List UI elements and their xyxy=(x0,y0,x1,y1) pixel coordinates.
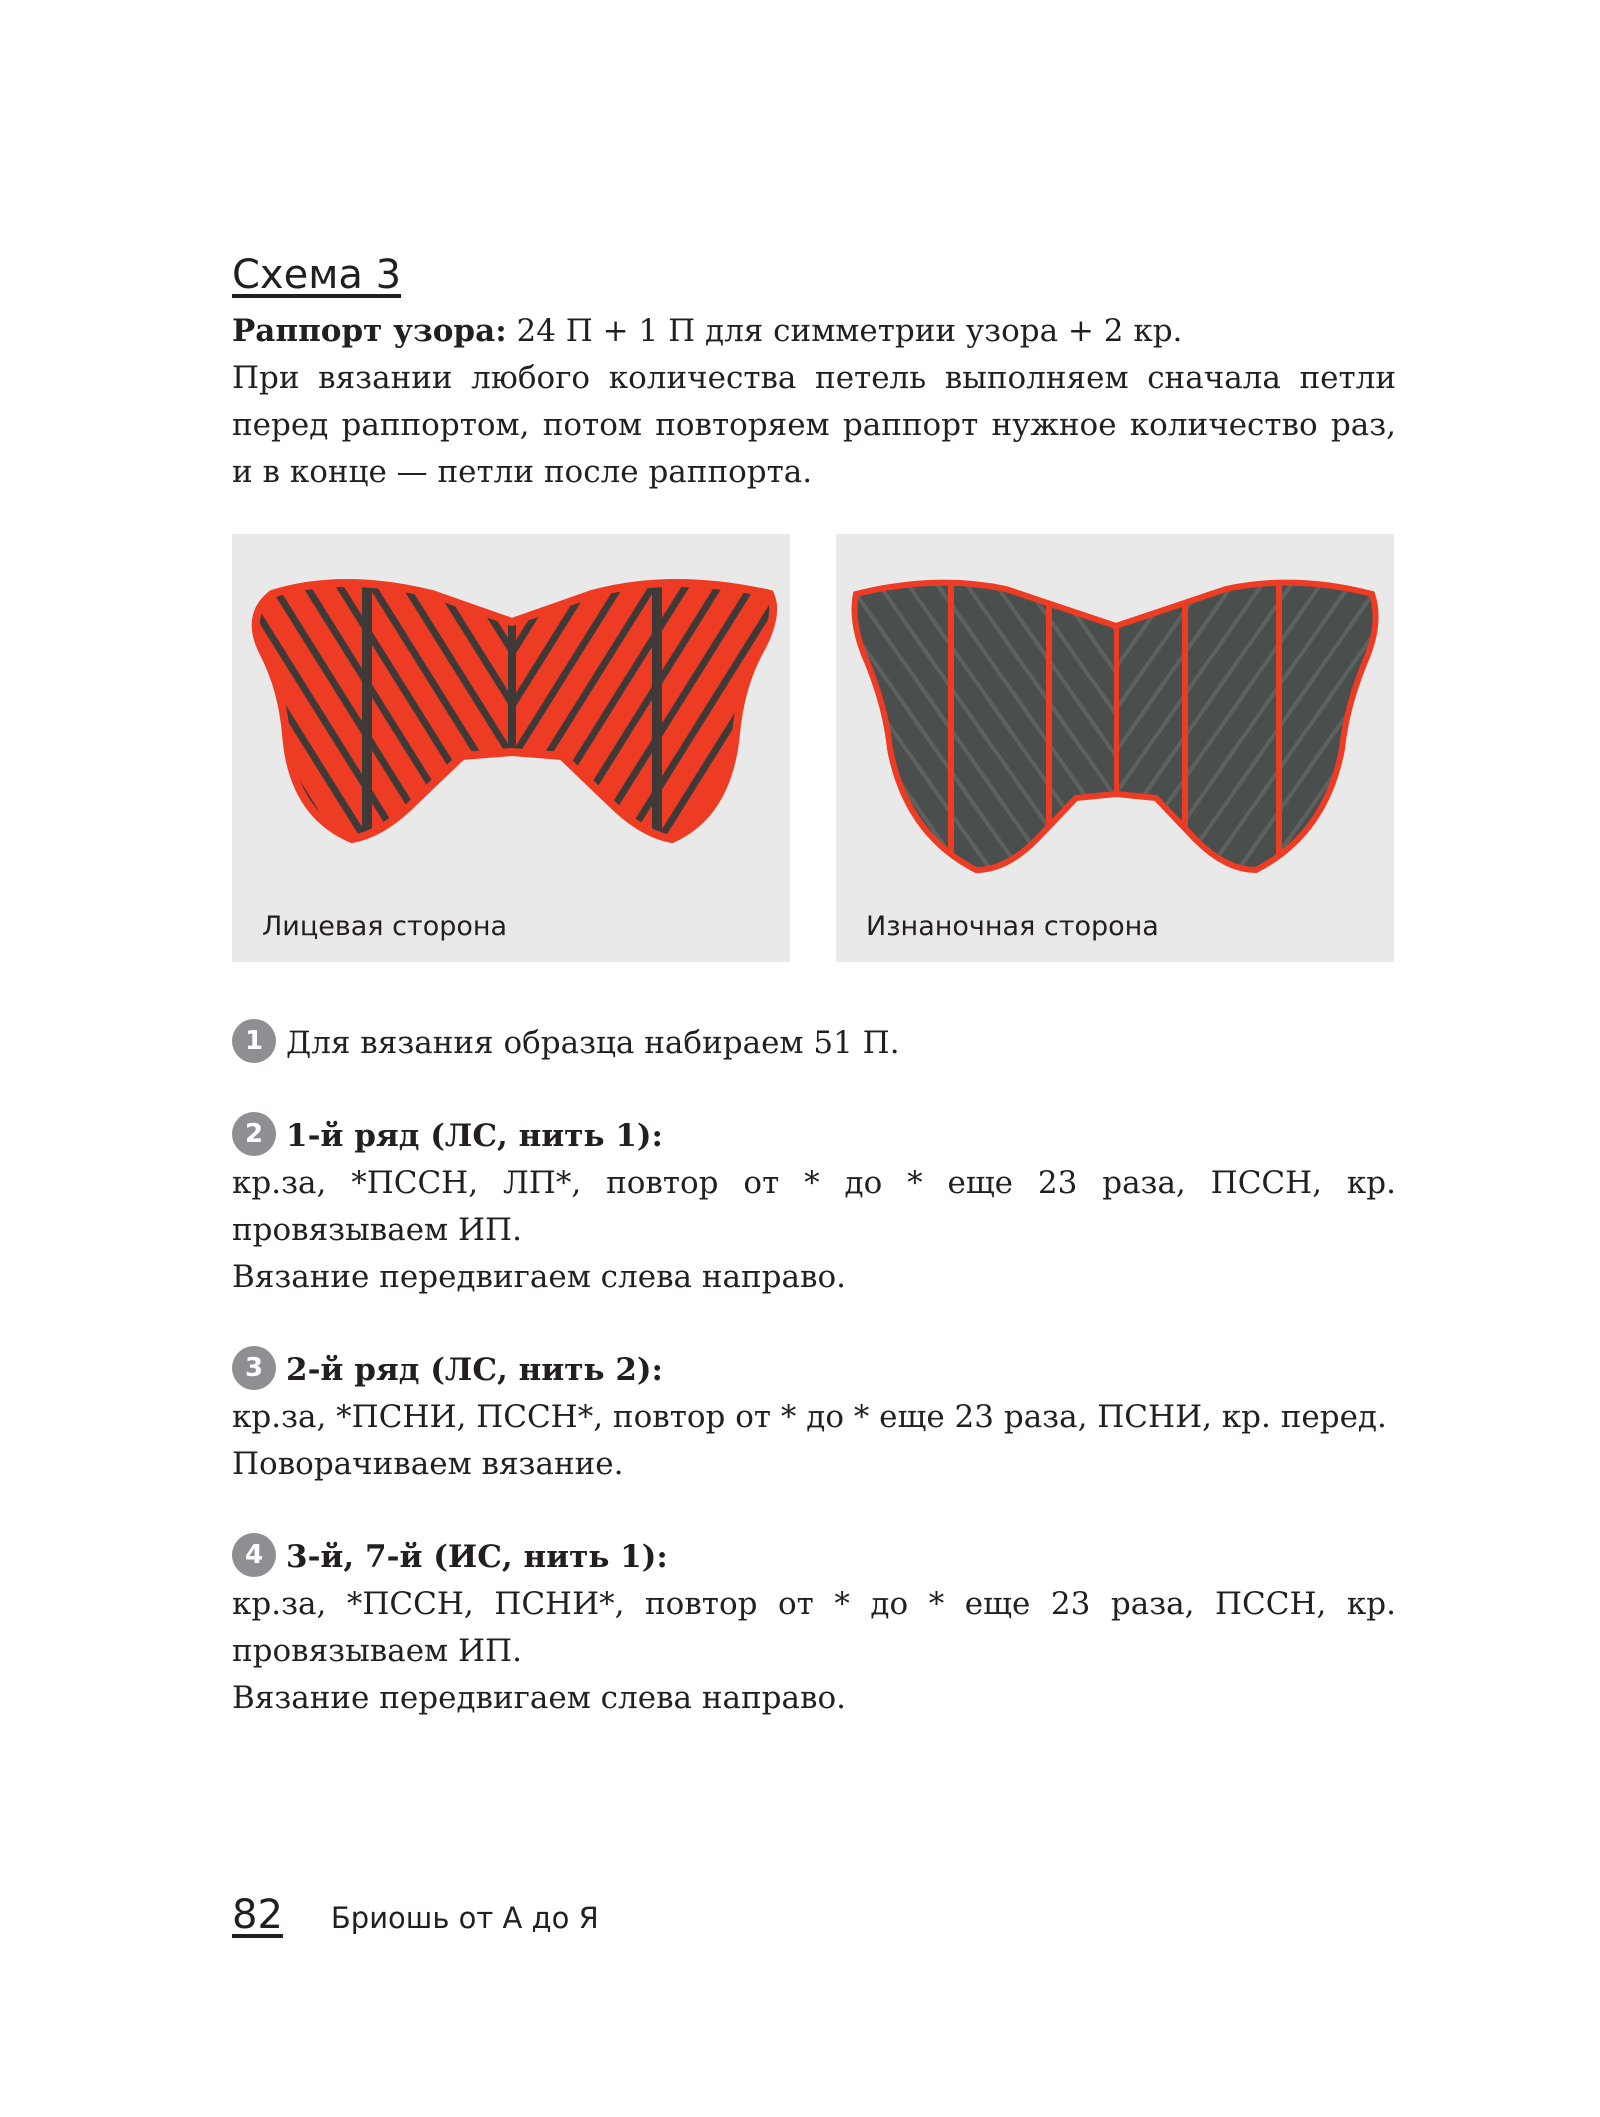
section-heading: Схема 3 xyxy=(232,252,402,298)
step-title: 3-й, 7-й (ИС, нить 1): xyxy=(286,1539,668,1575)
step-number-badge: 1 xyxy=(232,1019,276,1063)
photo-back-side xyxy=(836,534,1394,962)
rapport-text: 24 П + 1 П для симметрии узора + 2 кр. xyxy=(506,313,1183,349)
knit-swatch-front-image xyxy=(232,534,790,962)
step-note: Поворачиваем вязание. xyxy=(232,1446,624,1482)
step-2 xyxy=(232,1113,1396,1301)
step-3 xyxy=(232,1347,1396,1488)
book-title: Бриошь от А до Я xyxy=(330,1901,599,1935)
page-number: 82 xyxy=(232,1892,283,1938)
step-text: кр.за, *ПССН, ЛП*, повтор от * до * еще 23 раза, ПССН, кр. провязываем ИП. xyxy=(232,1165,1396,1248)
knit-swatch-back-image xyxy=(836,534,1394,962)
step-title: 1-й ряд (ЛС, нить 1): xyxy=(286,1118,663,1154)
photo-front-side xyxy=(232,534,790,962)
step-4 xyxy=(232,1534,1396,1722)
page-content xyxy=(232,250,1396,1722)
photo-caption-back: Изнаночная сторона xyxy=(866,911,1159,942)
rapport-line xyxy=(232,308,1396,355)
step-number-badge: 2 xyxy=(232,1112,276,1156)
step-number-badge: 3 xyxy=(232,1346,276,1390)
step-title: 2-й ряд (ЛС, нить 2): xyxy=(286,1352,663,1388)
step-text: Для вязания образца набираем 51 П. xyxy=(286,1025,900,1061)
photo-row xyxy=(232,534,1396,964)
rapport-label: Раппорт узора: xyxy=(232,313,507,349)
page-footer xyxy=(232,1892,599,1938)
step-note: Вязание передвигаем слева направо. xyxy=(232,1259,846,1295)
photo-caption-front: Лицевая сторона xyxy=(262,911,508,942)
step-text: кр.за, *ПССН, ПСНИ*, повтор от * до * еще 23 раза, ПССН, кр. провязываем ИП. xyxy=(232,1586,1396,1669)
step-text: кр.за, *ПСНИ, ПССН*, повтор от * до * еще 23 раза, ПСНИ, кр. перед. xyxy=(232,1399,1387,1435)
step-number-badge: 4 xyxy=(232,1533,276,1577)
intro-paragraph: При вязании любого количества петель выполняем сначала петли перед раппортом, потом повторяем раппорт нужное количество раз, и в конце — петли после раппорта. xyxy=(232,360,1396,490)
step-1 xyxy=(232,1020,1396,1067)
step-note: Вязание передвигаем слева направо. xyxy=(232,1680,846,1716)
